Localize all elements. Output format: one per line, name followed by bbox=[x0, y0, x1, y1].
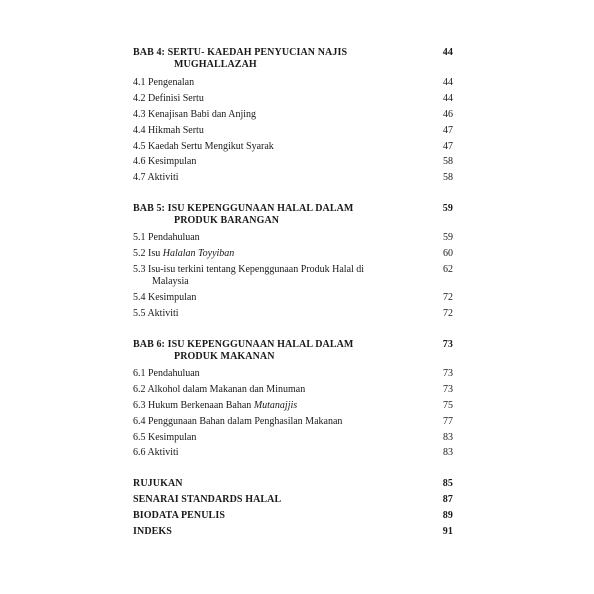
toc-entry-page: 46 bbox=[443, 109, 453, 120]
back-matter-entry bbox=[133, 494, 453, 506]
toc-entry-label: 5.4 Kesimpulan bbox=[133, 292, 197, 303]
back-matter-entry bbox=[133, 510, 453, 522]
toc-entry bbox=[133, 400, 453, 412]
toc-entry-label bbox=[133, 264, 403, 288]
toc-entry-label: 4.5 Kaedah Sertu Mengikut Syarak bbox=[133, 141, 274, 152]
toc-entry-line2: Malaysia bbox=[152, 276, 189, 287]
toc-entry-label bbox=[133, 248, 403, 260]
toc-entry-label: 6.1 Pendahuluan bbox=[133, 368, 200, 379]
toc-entry bbox=[133, 156, 453, 168]
toc-entry-page: 75 bbox=[443, 400, 453, 411]
back-matter-label: INDEKS bbox=[133, 526, 172, 537]
toc-entry-page: 73 bbox=[443, 368, 453, 379]
back-matter-label: RUJUKAN bbox=[133, 478, 183, 489]
toc-entry-label: 4.3 Kenajisan Babi dan Anjing bbox=[133, 109, 257, 120]
toc-entry-page: 72 bbox=[443, 292, 453, 303]
back-matter-label: SENARAI STANDARDS HALAL bbox=[133, 494, 282, 505]
chapter-title-line2: MUGHALLAZAH bbox=[174, 59, 257, 70]
toc-entry-label: 4.1 Pengenalan bbox=[133, 77, 195, 88]
toc-entry bbox=[133, 368, 453, 380]
back-matter-label: BIODATA PENULIS bbox=[133, 510, 225, 521]
toc-entry-label: 6.2 Alkohol dalam Makanan dan Minuman bbox=[133, 384, 306, 395]
chapter-title-line1: BAB 6: ISU KEPENGGUNAAN HALAL DALAM bbox=[133, 339, 354, 350]
toc-entry-page: 83 bbox=[443, 432, 453, 443]
toc-entry-page: 72 bbox=[443, 308, 453, 319]
chapter-5-heading bbox=[133, 203, 453, 227]
toc-entry-page: 47 bbox=[443, 141, 453, 152]
toc-entry-label: 4.6 Kesimpulan bbox=[133, 156, 197, 167]
chapter-page-number: 44 bbox=[442, 47, 453, 58]
toc-entry bbox=[133, 93, 453, 105]
chapter-page-number: 73 bbox=[442, 339, 453, 350]
toc-entry-label bbox=[133, 400, 403, 412]
toc-entry-line1: 5.3 Isu-isu terkini tentang Kepenggunaan Produk Halal di bbox=[133, 264, 365, 275]
toc-entry bbox=[133, 384, 453, 396]
toc-entry bbox=[133, 447, 453, 459]
toc-entry-label: 5.1 Pendahuluan bbox=[133, 232, 200, 243]
toc-entry bbox=[133, 232, 453, 244]
toc-entry-italic: Mutanajjis bbox=[253, 400, 298, 411]
toc-entry bbox=[133, 172, 453, 184]
toc-entry bbox=[133, 125, 453, 137]
back-matter-page: 87 bbox=[442, 494, 453, 505]
toc-entry-page: 83 bbox=[443, 447, 453, 458]
chapter-title-line2: PRODUK MAKANAN bbox=[174, 351, 275, 362]
back-matter-page: 91 bbox=[442, 526, 453, 537]
toc-entry-page: 47 bbox=[443, 125, 453, 136]
toc-entry bbox=[133, 292, 453, 304]
toc-entry bbox=[133, 308, 453, 320]
chapter-title-line2: PRODUK BARANGAN bbox=[174, 215, 280, 226]
back-matter-page: 89 bbox=[442, 510, 453, 521]
toc-entry-label: 6.5 Kesimpulan bbox=[133, 432, 197, 443]
toc-entry-italic: Halalan Toyyiban bbox=[162, 248, 235, 259]
toc-entry-page: 59 bbox=[443, 232, 453, 243]
toc-entry-page: 58 bbox=[443, 156, 453, 167]
toc-entry bbox=[133, 248, 453, 260]
chapter-title-line1: BAB 4: SERTU- KAEDAH PENYUCIAN NAJIS bbox=[133, 47, 348, 58]
toc-entry-label: 4.4 Hikmah Sertu bbox=[133, 125, 204, 136]
toc-entry bbox=[133, 432, 453, 444]
toc-entry-label: 6.6 Aktiviti bbox=[133, 447, 179, 458]
toc-entry bbox=[133, 141, 453, 153]
toc-entry-label: 4.2 Definisi Sertu bbox=[133, 93, 204, 104]
back-matter-entry bbox=[133, 526, 453, 538]
back-matter-entry bbox=[133, 478, 453, 490]
toc-entry bbox=[133, 109, 453, 121]
chapter-title-line1: BAB 5: ISU KEPENGGUNAAN HALAL DALAM bbox=[133, 203, 354, 214]
toc-entry-label: 6.4 Penggunaan Bahan dalam Penghasilan Makanan bbox=[133, 416, 343, 427]
back-matter-page: 85 bbox=[442, 478, 453, 489]
toc-entry bbox=[133, 416, 453, 428]
chapter-4-heading bbox=[133, 47, 453, 71]
toc-entry bbox=[133, 264, 453, 288]
toc-entry-label: 5.5 Aktiviti bbox=[133, 308, 179, 319]
toc-entry-page: 44 bbox=[443, 77, 453, 88]
toc-entry-page: 44 bbox=[443, 93, 453, 104]
chapter-6-heading bbox=[133, 339, 453, 363]
toc-entry-label: 4.7 Aktiviti bbox=[133, 172, 179, 183]
toc-entry bbox=[133, 77, 453, 89]
toc-entry-page: 58 bbox=[443, 172, 453, 183]
toc-entry-page: 77 bbox=[443, 416, 453, 427]
toc-entry-page: 73 bbox=[443, 384, 453, 395]
toc-entry-prefix: 5.2 Isu bbox=[133, 248, 163, 259]
chapter-page-number: 59 bbox=[442, 203, 453, 214]
toc-entry-page: 60 bbox=[443, 248, 453, 259]
toc-entry-page: 62 bbox=[443, 264, 453, 275]
toc-entry-prefix: 6.3 Hukum Berkenaan Bahan bbox=[133, 400, 254, 411]
